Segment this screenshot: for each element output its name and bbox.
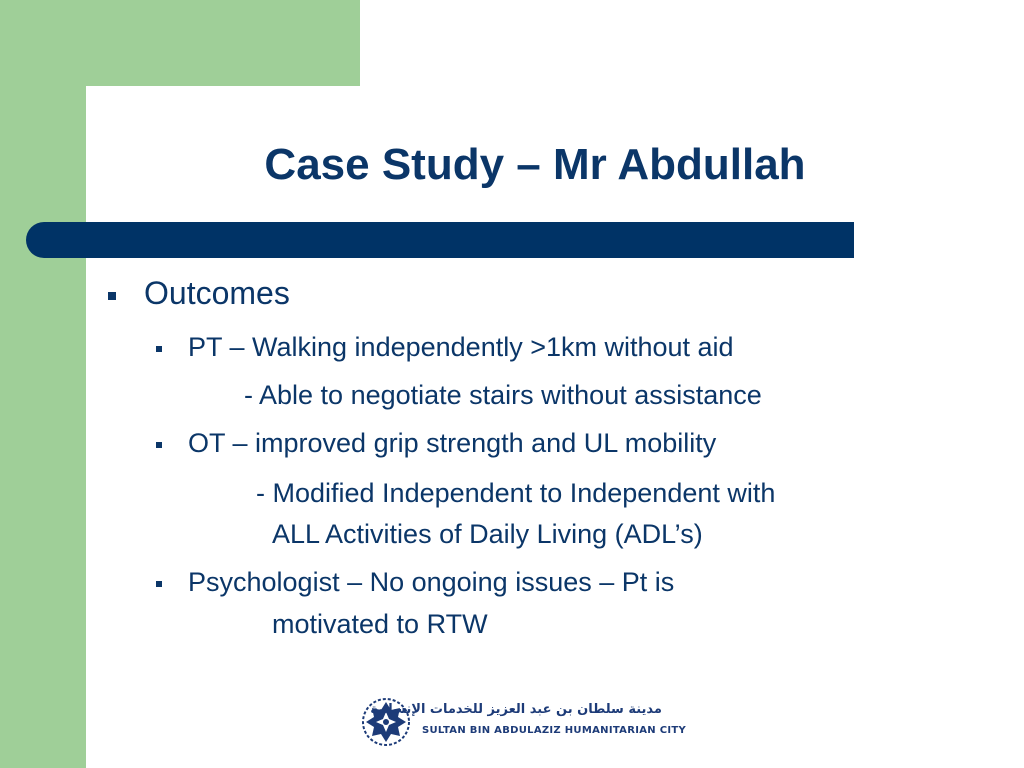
green-top-band bbox=[0, 0, 360, 86]
square-bullet-icon bbox=[156, 581, 162, 587]
continuation-text: motivated to RTW bbox=[272, 609, 488, 639]
square-bullet-icon bbox=[156, 346, 162, 352]
slide-title: Case Study – Mr Abdullah bbox=[264, 140, 806, 189]
logo-english-text: SULTAN BIN ABDULAZIZ HUMANITARIAN CITY bbox=[422, 725, 687, 736]
organization-logo bbox=[360, 696, 687, 752]
logo-arabic-text: مدينة سلطان بن عبد العزيز للخدمات الإنسانية bbox=[370, 702, 662, 717]
green-side-band bbox=[0, 0, 86, 768]
bullet-text: Outcomes bbox=[144, 275, 290, 311]
continuation-text: ALL Activities of Daily Living (ADL’s) bbox=[272, 519, 703, 549]
bullet-text: PT – Walking independently >1km without aid bbox=[188, 332, 734, 362]
bullet-text: Psychologist – No ongoing issues – Pt is bbox=[188, 567, 675, 597]
square-bullet-icon bbox=[156, 442, 162, 448]
square-bullet-icon bbox=[108, 292, 116, 300]
continuation-text: - Able to negotiate stairs without assistance bbox=[244, 380, 762, 410]
bullet-text: OT – improved grip strength and UL mobility bbox=[188, 428, 717, 458]
continuation-text: - Modified Independent to Independent with bbox=[256, 478, 776, 508]
title-underline-bar bbox=[26, 222, 854, 258]
